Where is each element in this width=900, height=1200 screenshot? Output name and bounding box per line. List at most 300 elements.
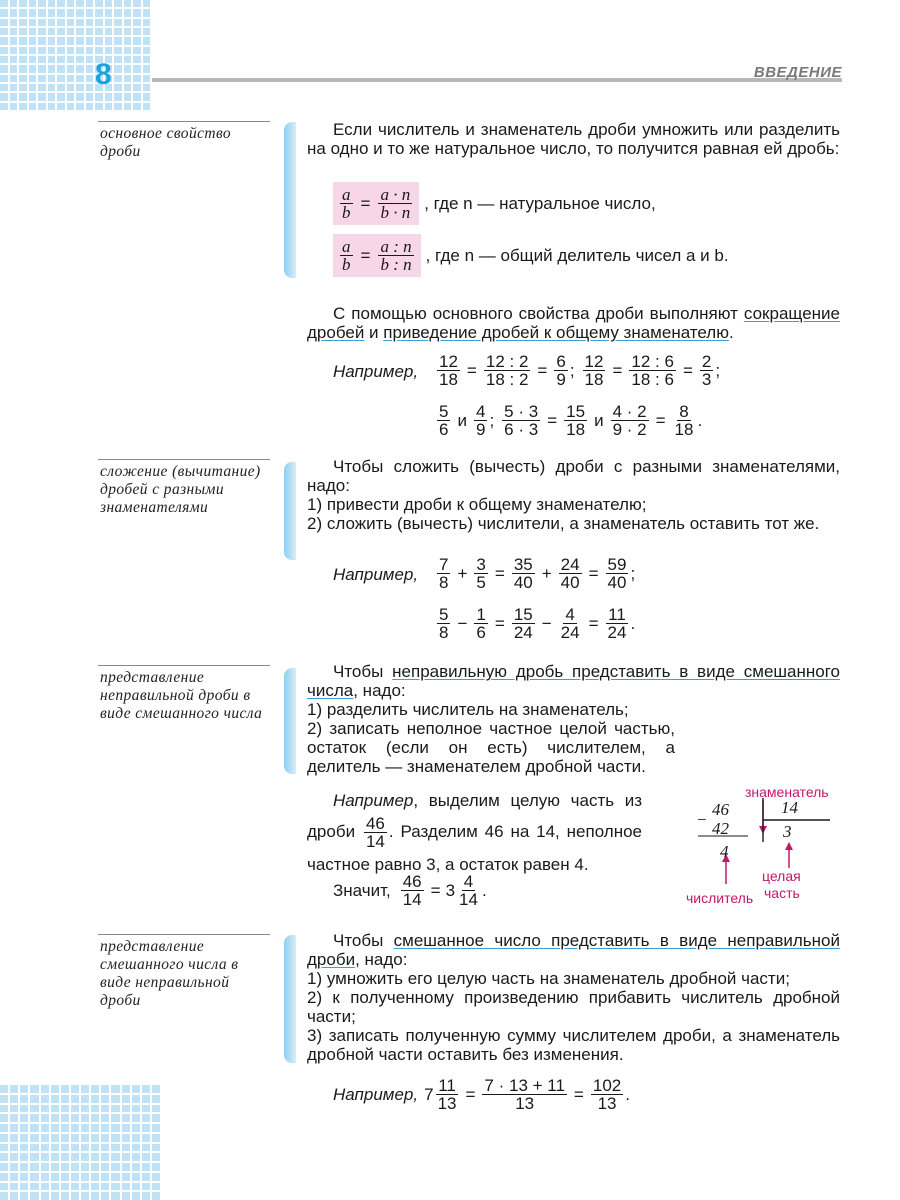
tile [114, 103, 122, 110]
tile [48, 75, 56, 82]
tile [86, 37, 94, 44]
tile [86, 75, 94, 82]
tile [61, 1124, 69, 1132]
tile [19, 37, 27, 44]
tile [132, 1173, 140, 1181]
tile [41, 1163, 49, 1171]
tile [76, 28, 84, 35]
tile [133, 93, 141, 100]
tile [57, 84, 65, 91]
tile [38, 0, 46, 7]
tile [38, 37, 46, 44]
tile [81, 1105, 89, 1113]
tile [30, 1134, 38, 1142]
tile [10, 1173, 18, 1181]
fraction: $\frac{4}{24}$ [560, 605, 580, 642]
tile [91, 1085, 99, 1093]
tile [133, 9, 141, 16]
tile [133, 47, 141, 54]
tile [86, 65, 94, 72]
tile [41, 1085, 49, 1093]
tile [51, 1144, 59, 1152]
tile [48, 19, 56, 26]
result-line: Значит, $\frac{46}{14}$ = 3 $\frac{4}{14}$ . [333, 872, 487, 909]
tile [152, 1192, 160, 1200]
divisor: 14 [781, 798, 798, 817]
tile [76, 93, 84, 100]
minus-sign: − [696, 810, 708, 829]
side-label-improper-to-mixed: представление неправильной дроби в виде смешанного числа [100, 669, 263, 722]
tile [0, 9, 8, 16]
tile [10, 1192, 18, 1200]
tile [10, 1144, 18, 1152]
tile [10, 28, 18, 35]
tile [105, 47, 113, 54]
tile [114, 93, 122, 100]
tile [81, 1144, 89, 1152]
tile [133, 84, 141, 91]
tile [152, 1114, 160, 1122]
tile [0, 93, 8, 100]
tile [114, 75, 122, 82]
fraction: $\frac{15}{24}$ [513, 605, 533, 642]
term-improper-fraction: неправильную дробь представить в виде смешанного числа [307, 662, 841, 700]
step: 1) умножить его целую часть на знаменатель дробной части; [307, 969, 790, 988]
tile [143, 103, 151, 110]
tile [143, 84, 151, 91]
tile [48, 93, 56, 100]
tile [111, 1183, 119, 1191]
tile [132, 1085, 140, 1093]
tile [38, 19, 46, 26]
step: 2) сложить (вычесть) числители, а знаменатель оставить тот же. [307, 514, 820, 533]
tile [105, 9, 113, 16]
tile [95, 37, 103, 44]
fraction: $\frac{7}{8}$ [439, 555, 449, 592]
tile [76, 19, 84, 26]
tile [111, 1144, 119, 1152]
tile [152, 1163, 160, 1171]
tile [38, 47, 46, 54]
tile [124, 19, 132, 26]
tile [51, 1114, 59, 1122]
tile [61, 1163, 69, 1171]
section-brace [284, 935, 296, 1063]
tile [48, 28, 56, 35]
rule-text: Если числитель и знаменатель дроби умножить или разделить на одно и то же натуральное число, то получится равная ей дробь: [307, 120, 840, 158]
tile [61, 1095, 69, 1103]
tile [71, 1095, 79, 1103]
tile [0, 1173, 8, 1181]
tile [38, 65, 46, 72]
tile [91, 1153, 99, 1161]
tile [0, 0, 8, 7]
tile [67, 103, 75, 110]
tile [95, 47, 103, 54]
tile [41, 1124, 49, 1132]
side-label-property: основное свойство дроби [100, 125, 232, 160]
tile [51, 1173, 59, 1181]
section-title: ВВЕДЕНИЕ [753, 64, 842, 81]
tile [105, 103, 113, 110]
tile [29, 47, 37, 54]
tile [142, 1183, 150, 1191]
tile [122, 1085, 130, 1093]
tile [10, 65, 18, 72]
tile [57, 93, 65, 100]
fraction: $\frac{12}{18}$ [584, 352, 604, 389]
example-line [435, 606, 641, 641]
tile [57, 28, 65, 35]
tile [95, 0, 103, 7]
label-denominator: знаменатель [745, 784, 829, 800]
tile [48, 84, 56, 91]
tile [0, 1183, 8, 1191]
tile [76, 65, 84, 72]
tile [114, 37, 122, 44]
tile [51, 1124, 59, 1132]
tile [41, 1192, 49, 1200]
tile [132, 1163, 140, 1171]
remainder: 4 [720, 842, 729, 861]
tile [81, 1134, 89, 1142]
tile [30, 1105, 38, 1113]
tile [142, 1173, 150, 1181]
tile [0, 1114, 8, 1122]
fraction: $\frac{59}{40}$ [607, 555, 627, 592]
tile [132, 1095, 140, 1103]
tile [143, 93, 151, 100]
tile [41, 1114, 49, 1122]
tile [114, 47, 122, 54]
tile [132, 1192, 140, 1200]
tile [143, 37, 151, 44]
math-operator: = [682, 360, 693, 380]
tile [61, 1183, 69, 1191]
tile [124, 84, 132, 91]
tile [101, 1095, 109, 1103]
fraction: $\frac{5}{8}$ [439, 605, 449, 642]
tile [152, 1173, 160, 1181]
fraction: $\frac{15}{18}$ [566, 402, 586, 439]
example-line [435, 353, 726, 388]
math-operator: = [588, 563, 599, 583]
formula-tail: , где n — общий делитель чисел a и b. [425, 245, 729, 265]
tile [114, 28, 122, 35]
tile [114, 65, 122, 72]
tile [20, 1134, 28, 1142]
tile [101, 1134, 109, 1142]
tile [76, 103, 84, 110]
tile [67, 75, 75, 82]
math-operator: . [697, 410, 703, 430]
tile [10, 1085, 18, 1093]
tile [10, 1124, 18, 1132]
tile [57, 0, 65, 7]
tile [142, 1095, 150, 1103]
tile [57, 37, 65, 44]
math-operator: = [466, 360, 477, 380]
tile [101, 1183, 109, 1191]
tile [142, 1144, 150, 1152]
formula-tail: , где n — натуральное число, [424, 193, 656, 213]
tile [41, 1105, 49, 1113]
tile [71, 1144, 79, 1152]
step: 2) записать неполное частное целой частью, остаток (если он есть) числителем, а делитель — знаменателем дробной части. [307, 719, 675, 776]
label-whole-part-1: целая [762, 868, 801, 884]
section2-text: Чтобы сложить (вычесть) дроби с разными знаменателями, надо: 1) привести дроби к общему знаменателю; 2) сложить (вычесть) числители, а знаменатель оставить тот же. [307, 457, 840, 533]
tile [81, 1192, 89, 1200]
side-label-mixed-to-improper: представление смешанного числа в виде неправильной дроби [100, 938, 239, 1009]
tile [122, 1144, 130, 1152]
tile [19, 28, 27, 35]
tile [38, 9, 46, 16]
math-operator: ; [715, 360, 721, 380]
tile [19, 93, 27, 100]
tile [0, 1192, 8, 1200]
tile [71, 1134, 79, 1142]
tile [57, 9, 65, 16]
tile [143, 9, 151, 16]
tile [152, 1183, 160, 1191]
corner-decoration-bottom [0, 1085, 160, 1200]
label-numerator: числитель [686, 890, 754, 906]
tile [0, 47, 8, 54]
step: 2) к полученному произведению прибавить числитель дробной части; [307, 988, 840, 1026]
fraction: $\frac{6}{9}$ [556, 352, 566, 389]
tile [95, 9, 103, 16]
tile [41, 1144, 49, 1152]
tile [38, 93, 46, 100]
tile [143, 47, 151, 54]
tile [29, 28, 37, 35]
tile [29, 56, 37, 63]
tile [10, 47, 18, 54]
dividend: 46 [712, 800, 729, 819]
fraction: $\frac{24}{40}$ [560, 555, 580, 592]
tile [67, 47, 75, 54]
tile [67, 0, 75, 7]
tile [86, 47, 94, 54]
tile [122, 1105, 130, 1113]
tile [132, 1153, 140, 1161]
tile [61, 1114, 69, 1122]
math-operator: ; [630, 563, 636, 583]
tile [152, 1095, 160, 1103]
tile [71, 1105, 79, 1113]
math-operator: − [541, 613, 552, 633]
tile [86, 19, 94, 26]
label-whole-part-2: часть [764, 885, 800, 901]
tile [38, 103, 46, 110]
tile [133, 0, 141, 7]
tile [57, 19, 65, 26]
tile [29, 65, 37, 72]
math-operator: = [494, 613, 505, 633]
tile [122, 1173, 130, 1181]
fraction: $\frac{12 : 6}{18 : 6}$ [631, 352, 674, 389]
tile [10, 1153, 18, 1161]
tile [20, 1192, 28, 1200]
tile [19, 19, 27, 26]
tile [132, 1105, 140, 1113]
tile [67, 84, 75, 91]
quotient: 3 [783, 822, 792, 841]
tile [30, 1192, 38, 1200]
tile [61, 1134, 69, 1142]
tile [0, 103, 8, 110]
tile [0, 84, 8, 91]
side-rule [98, 665, 270, 666]
math-operator: = [547, 410, 558, 430]
tile [111, 1105, 119, 1113]
tile [10, 56, 18, 63]
example-line: Например, 7 $\frac{11}{13}$ = $\frac{7 \cdot 13 + 11}{13}$ = $\frac{102}{13}$ . [333, 1076, 630, 1113]
section-brace [284, 668, 296, 774]
tile [76, 0, 84, 7]
page-number: 8 [95, 58, 112, 91]
fraction: $\frac{5 \cdot 3}{6 \cdot 3}$ [504, 402, 539, 439]
tile [20, 1085, 28, 1093]
tile [95, 28, 103, 35]
tile [122, 1183, 130, 1191]
tile [19, 103, 27, 110]
math-operator: − [457, 613, 468, 633]
tile [81, 1114, 89, 1122]
tile [76, 84, 84, 91]
tile [61, 1144, 69, 1152]
math-operator: = [588, 613, 599, 633]
tile [111, 1085, 119, 1093]
tile [10, 103, 18, 110]
tile [29, 84, 37, 91]
math-operator: = [537, 360, 548, 380]
tile [122, 1163, 130, 1171]
corner-decoration-top [0, 0, 150, 110]
section1-text [307, 120, 840, 158]
section3-example: Например, выделим целую часть из дроби $\frac{46}{14}$ . Разделим 46 на 14, неполное частное равно 3, а остаток равен 4. [307, 791, 642, 874]
math-operator: ; [569, 360, 575, 380]
tile [48, 9, 56, 16]
tile [111, 1153, 119, 1161]
tile [0, 1085, 8, 1093]
tile [86, 93, 94, 100]
tile [30, 1163, 38, 1171]
section1-text2: С помощью основного свойства дроби выполняют сокращение дробей и приведение дробей к общему знаменателю. [307, 304, 840, 342]
tile [91, 1105, 99, 1113]
tile [86, 56, 94, 63]
tile [19, 0, 27, 7]
math-operator: . [630, 613, 636, 633]
tile [61, 1192, 69, 1200]
tile [30, 1173, 38, 1181]
tile [124, 103, 132, 110]
example-line [435, 556, 641, 591]
tile [81, 1124, 89, 1132]
tile [61, 1173, 69, 1181]
step: 3) записать полученную сумму числителем дроби, а знаменатель дробной части оставить без изменения. [307, 1026, 840, 1064]
tile [133, 37, 141, 44]
tile [48, 103, 56, 110]
tile [0, 1124, 8, 1132]
tile [81, 1163, 89, 1171]
tile [67, 19, 75, 26]
tile [0, 1163, 8, 1171]
tile [0, 1095, 8, 1103]
fraction: $\frac{2}{3}$ [701, 352, 712, 389]
tile [122, 1192, 130, 1200]
tile [57, 47, 65, 54]
tile [124, 0, 132, 7]
math-operator: + [457, 563, 468, 583]
tile [20, 1114, 28, 1122]
header-rule [152, 78, 842, 82]
tile [101, 1085, 109, 1093]
formula-multiply [333, 182, 656, 225]
tile [10, 0, 18, 7]
tile [20, 1124, 28, 1132]
tile [132, 1114, 140, 1122]
tile [29, 9, 37, 16]
tile [105, 19, 113, 26]
tile [0, 1153, 8, 1161]
tile [20, 1144, 28, 1152]
tile [91, 1144, 99, 1152]
tile [41, 1173, 49, 1181]
fraction: $\frac{5}{6}$ [439, 402, 449, 439]
math-operator: ; [489, 410, 495, 430]
tile [101, 1153, 109, 1161]
step: 1) разделить числитель на знаменатель; [307, 700, 629, 719]
tile [122, 1095, 130, 1103]
tile [105, 28, 113, 35]
tile [143, 75, 151, 82]
tile [91, 1124, 99, 1132]
tile [41, 1183, 49, 1191]
tile [132, 1134, 140, 1142]
tile [114, 19, 122, 26]
tile [111, 1134, 119, 1142]
tile [0, 1144, 8, 1152]
tile [101, 1144, 109, 1152]
example-line [435, 403, 708, 438]
tile [95, 19, 103, 26]
tile [71, 1153, 79, 1161]
tile [19, 84, 27, 91]
tile [91, 1192, 99, 1200]
tile [76, 47, 84, 54]
side-rule [98, 459, 270, 460]
tile [30, 1144, 38, 1152]
tile [143, 0, 151, 7]
tile [152, 1144, 160, 1152]
tile [67, 37, 75, 44]
tile [143, 19, 151, 26]
tile [81, 1095, 89, 1103]
tile [111, 1124, 119, 1132]
tile [19, 65, 27, 72]
tile [20, 1163, 28, 1171]
tile [95, 103, 103, 110]
example-label: Например, [333, 565, 419, 584]
formula-divide [333, 234, 729, 277]
tile [48, 65, 56, 72]
tile [101, 1163, 109, 1171]
tile [86, 9, 94, 16]
term-mixed-number: смешанное число представить в виде неправильной дроби [307, 931, 840, 969]
fraction: $\frac{4}{9}$ [475, 402, 486, 439]
tile [143, 65, 151, 72]
